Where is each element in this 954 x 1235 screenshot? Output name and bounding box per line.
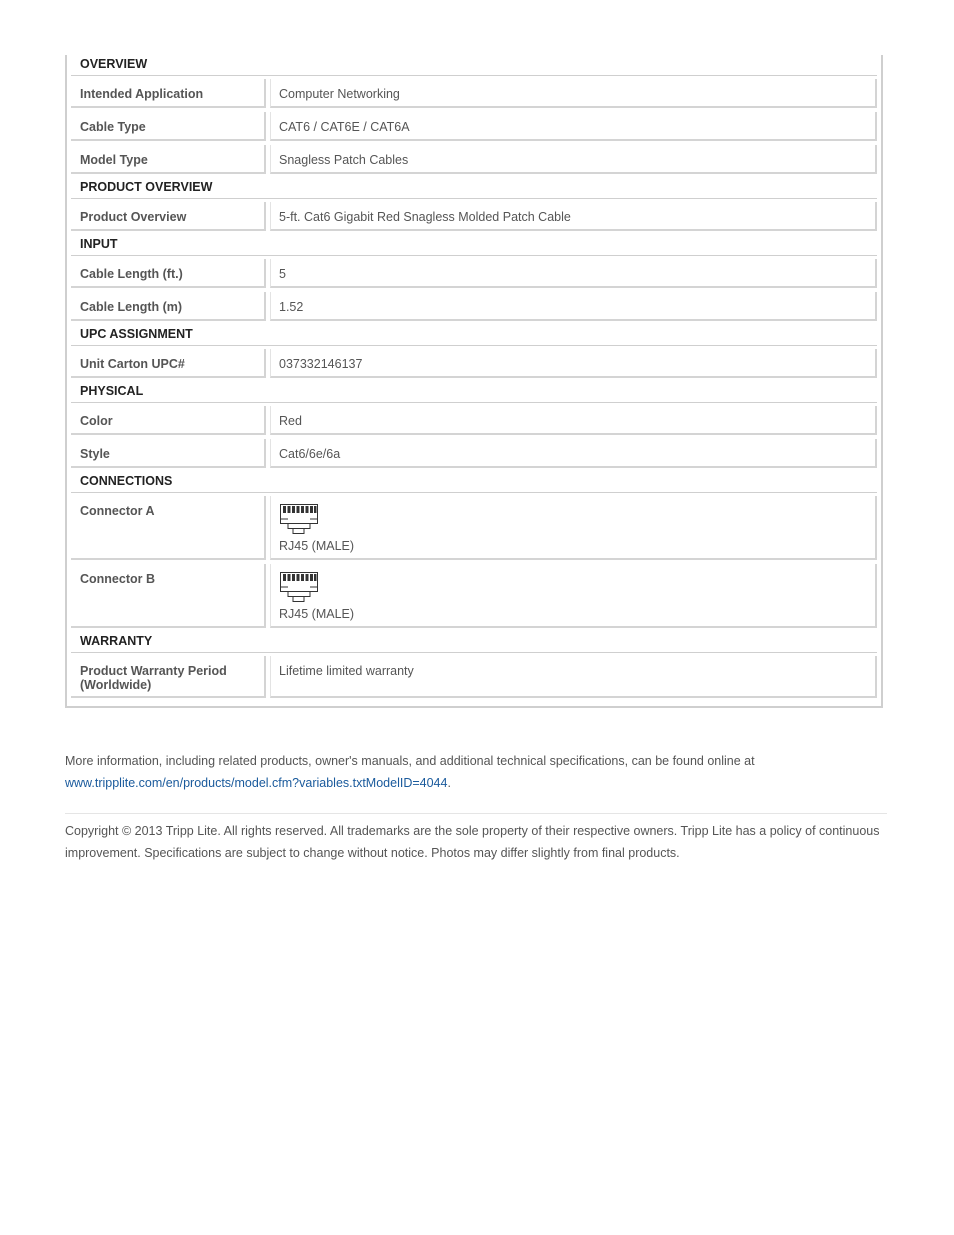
spec-value: Red [270,406,877,435]
section-header-overview: OVERVIEW [71,55,877,76]
spec-row [71,439,877,468]
spec-row [71,656,877,698]
rj45-connector-icon [279,571,321,605]
section-header-input: INPUT [71,235,877,256]
spec-row [71,259,877,288]
spec-row [71,145,877,174]
rj45-connector-icon [279,503,321,537]
spec-label: Connector B [71,564,266,628]
copyright-notice: Copyright © 2013 Tripp Lite. All rights reserved. All trademarks are the sole property of their respective owners. Tripp Lite has a policy of continuous improvement. Specifications are subject to change without notice. Photos may differ slightly from final products. [65,824,880,860]
spec-row [71,79,877,108]
spec-label: Cable Length (m) [71,292,266,321]
spec-value [270,496,877,560]
spec-value: Snagless Patch Cables [270,145,877,174]
section-header-warranty: WARRANTY [71,632,877,653]
spec-row [71,112,877,141]
spec-value: Lifetime limited warranty [270,656,877,698]
specifications-table [65,55,883,708]
spec-label: Connector A [71,496,266,560]
spec-label: Unit Carton UPC# [71,349,266,378]
spec-row [71,292,877,321]
spec-label: Color [71,406,266,435]
more-info-sentence: More information, including related products, owner's manuals, and additional technical specifications, can be found online at [65,754,755,768]
connector-type-label: RJ45 (MALE) [279,539,355,553]
section-header-connections: CONNECTIONS [71,472,877,493]
spec-value: 5-ft. Cat6 Gigabit Red Snagless Molded Patch Cable [270,202,877,231]
spec-value [270,564,877,628]
more-info-text [65,750,887,794]
section-header-upc-assignment: UPC ASSIGNMENT [71,325,877,346]
spec-value: 5 [270,259,877,288]
spec-row [71,564,877,628]
more-info-suffix: . [447,776,451,790]
spec-value: Computer Networking [270,79,877,108]
spec-row [71,202,877,231]
section-header-physical: PHYSICAL [71,382,877,403]
spec-value: 037332146137 [270,349,877,378]
spec-label: Intended Application [71,79,266,108]
spec-label: Product Warranty Period (Worldwide) [71,656,266,698]
spec-label: Product Overview [71,202,266,231]
section-header-product-overview: PRODUCT OVERVIEW [71,178,877,199]
spec-row [71,406,877,435]
spec-row [71,496,877,560]
spec-value: CAT6 / CAT6E / CAT6A [270,112,877,141]
footer-divider [65,813,887,814]
spec-value: 1.52 [270,292,877,321]
product-page-link[interactable]: www.tripplite.com/en/products/model.cfm?variables.txtModelID=4044 [65,776,448,790]
spec-label: Model Type [71,145,266,174]
connector-type-label: RJ45 (MALE) [279,607,355,621]
spec-label: Style [71,439,266,468]
spec-row [71,349,877,378]
spec-label: Cable Type [71,112,266,141]
spec-value: Cat6/6e/6a [270,439,877,468]
spec-label: Cable Length (ft.) [71,259,266,288]
